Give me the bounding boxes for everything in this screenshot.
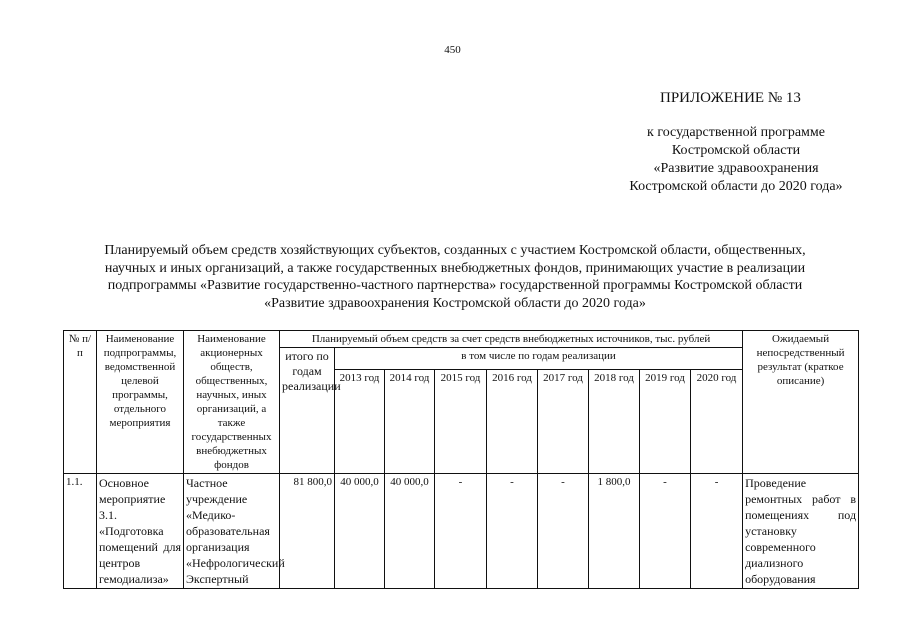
header-organizations: Наименование акционерных обществ, общественных, научных, иных организаций, а также государственных внебюджетных фондов (184, 331, 280, 474)
heading-line: подпрограммы «Развитие государственно-частного партнерства» государственной программы Костромской области (107, 278, 803, 293)
appendix-subtitle (600, 124, 872, 196)
row-num: 1.1. (64, 474, 97, 589)
header-expected-result: Ожидаемый непосредственный результат (краткое описание) (743, 331, 859, 474)
header-year: 2020 год (691, 370, 743, 474)
header-planned-funds: Планируемый объем средств за счет средств внебюджетных источников, тыс. рублей (280, 331, 743, 348)
header-year: 2015 год (435, 370, 487, 474)
row-year-value: - (435, 474, 487, 589)
page-number: 450 (444, 44, 461, 56)
appendix-line: Костромской области до 2020 года» (629, 179, 843, 194)
row-year-value: - (640, 474, 691, 589)
appendix-title: ПРИЛОЖЕНИЕ № 13 (660, 90, 801, 106)
row-year-value: 40 000,0 (335, 474, 385, 589)
appendix-line: «Развитие здравоохранения (653, 161, 819, 176)
row-total: 81 800,0 (280, 474, 335, 589)
row-program-name: Основное мероприятие 3.1. «Подготовка помещений для центров гемодиализа» (97, 474, 184, 589)
row-year-value: 1 800,0 (589, 474, 640, 589)
appendix-line: Костромской области (671, 143, 801, 158)
header-year: 2014 год (385, 370, 435, 474)
header-program-name: Наименование подпрограммы, ведомственной целевой программы, отдельного мероприятия (97, 331, 184, 474)
row-year-value: - (538, 474, 589, 589)
header-year: 2019 год (640, 370, 691, 474)
appendix-line: к государственной программе (647, 125, 825, 140)
table-row (64, 474, 859, 589)
header-num: № п/п (64, 331, 97, 474)
header-year: 2013 год (335, 370, 385, 474)
document-heading (60, 242, 850, 312)
row-year-value: 40 000,0 (385, 474, 435, 589)
row-organization: Частное учреждение «Медико-образовательная организация «Нефрологический Экспертный (184, 474, 280, 589)
row-year-value: - (487, 474, 538, 589)
header-year: 2016 год (487, 370, 538, 474)
header-by-years: в том числе по годам реализации (335, 348, 743, 370)
heading-line: «Развитие здравоохранения Костромской области до 2020 года» (264, 295, 646, 311)
heading-line: Планируемый объем средств хозяйствующих субъектов, созданных с участием Костромской области, общественных, (104, 243, 806, 258)
funding-table (63, 330, 859, 589)
heading-line: научных и иных организаций, а также государственных внебюджетных фондов, принимающих участие в реализации (104, 260, 806, 276)
header-year: 2018 год (589, 370, 640, 474)
row-year-value: - (691, 474, 743, 589)
row-expected-result: Проведение ремонтных работ в помещениях под установку современного диализного оборудования (743, 474, 859, 589)
header-year: 2017 год (538, 370, 589, 474)
header-total: итого по годам реализации (280, 348, 335, 474)
